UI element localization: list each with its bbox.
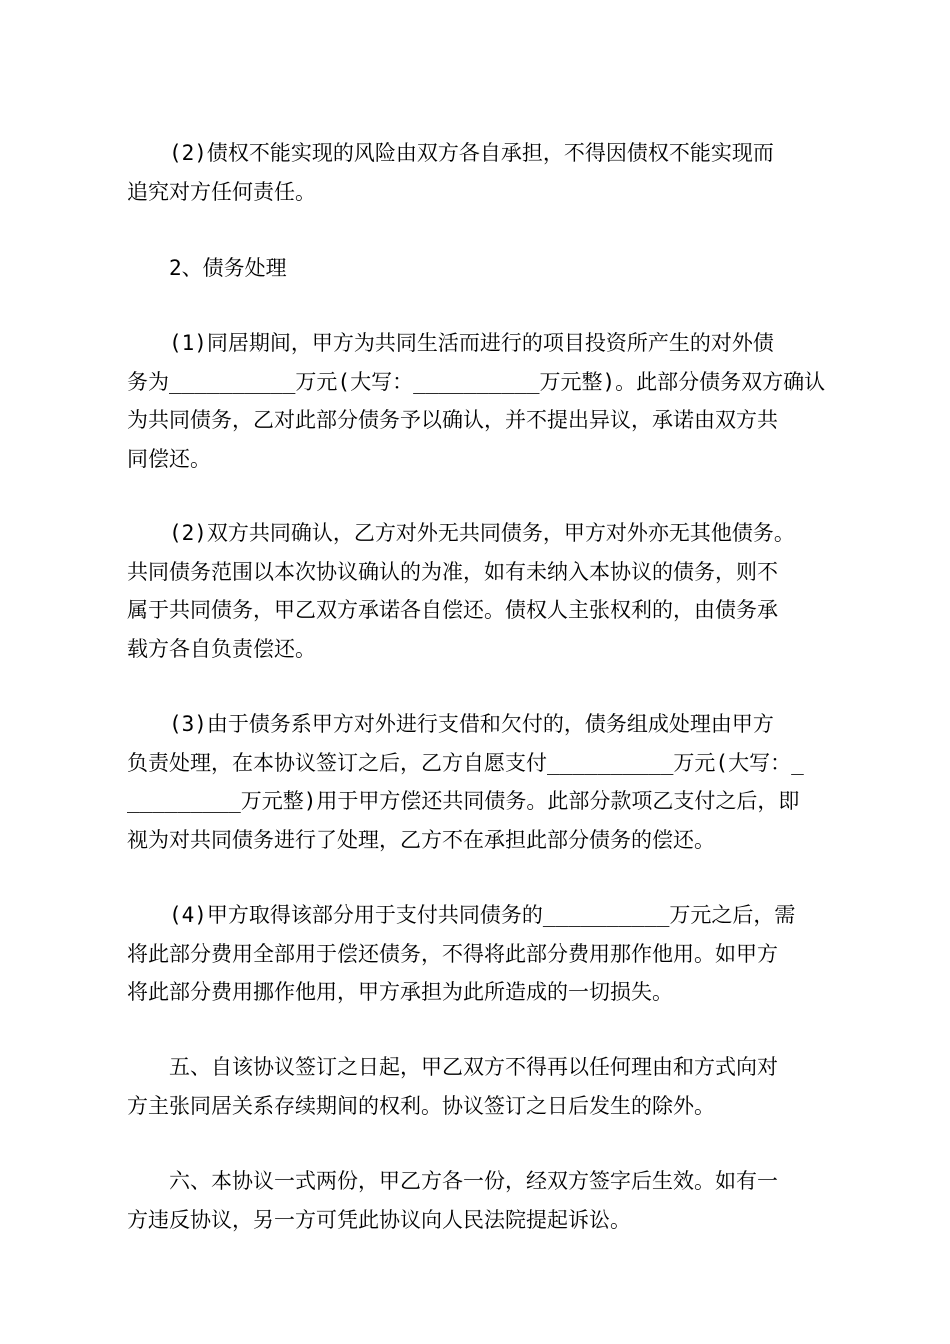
text-line: 载方各自负责偿还。 <box>127 636 316 661</box>
text-line: _________万元整)用于甲方偿还共同债务。此部分款项乙支付之后，即 <box>127 789 800 813</box>
text-line: 六、本协议一式两份，甲乙方各一份，经双方签字后生效。如有一 <box>169 1169 778 1193</box>
text-line: (1)同居期间，甲方为共同生活而进行的项目投资所产生的对外债 <box>169 331 774 355</box>
text-line: (3)由于债务系甲方对外进行支借和欠付的，债务组成处理由甲方 <box>169 712 774 736</box>
text-line: 将此部分费用挪作他用，甲方承担为此所造成的一切损失。 <box>127 980 673 1004</box>
text-line: (2)双方共同确认，乙方对外无共同债务，甲方对外亦无其他债务。 <box>169 521 795 545</box>
section-heading-debt-handling <box>127 249 827 288</box>
text-line: 五、自该协议签订之日起，甲乙双方不得再以任何理由和方式向对 <box>169 1055 778 1079</box>
text-line: (4)甲方取得该部分用于支付共同债务的__________万元之后，需 <box>169 903 796 927</box>
text-line: 同偿还。 <box>127 446 211 471</box>
text-line: 方主张同居关系存续期间的权利。协议签订之日后发生的除外。 <box>127 1093 715 1118</box>
paragraph-debt-scope <box>127 514 827 668</box>
paragraph-fund-usage <box>127 896 827 1012</box>
text-line: 属于共同债务，甲乙双方承诺各自偿还。债权人主张权利的，由债务承 <box>127 598 778 622</box>
text-line: 务为__________万元(大写：__________万元整)。此部分债务双方确认 <box>127 369 826 394</box>
text-line: 视为对共同债务进行了处理，乙方不在承担此部分债务的偿还。 <box>127 827 715 852</box>
text-line: (2)债权不能实现的风险由双方各自承担，不得因债权不能实现而 <box>169 141 774 165</box>
paragraph-debt-claim-risk <box>127 134 827 211</box>
text-line: 负责处理，在本协议签订之后，乙方自愿支付__________万元(大写：_ <box>127 750 804 775</box>
text-line: 方违反协议，另一方可凭此协议向人民法院提起诉讼。 <box>127 1207 631 1232</box>
clause-six <box>127 1162 827 1239</box>
clause-five <box>127 1048 827 1125</box>
text-line: 2、债务处理 <box>169 256 287 280</box>
text-line: 共同债务范围以本次协议确认的为准，如有未纳入本协议的债务，则不 <box>127 559 778 584</box>
paragraph-joint-debt-amount <box>127 324 827 478</box>
paragraph-debt-payment <box>127 705 827 859</box>
text-line: 为共同债务，乙对此部分债务予以确认，并不提出异议，承诺由双方共 <box>127 408 778 432</box>
text-line: 将此部分费用全部用于偿还债务，不得将此部分费用那作他用。如甲方 <box>127 941 778 966</box>
text-line: 追究对方任何责任。 <box>127 179 316 204</box>
